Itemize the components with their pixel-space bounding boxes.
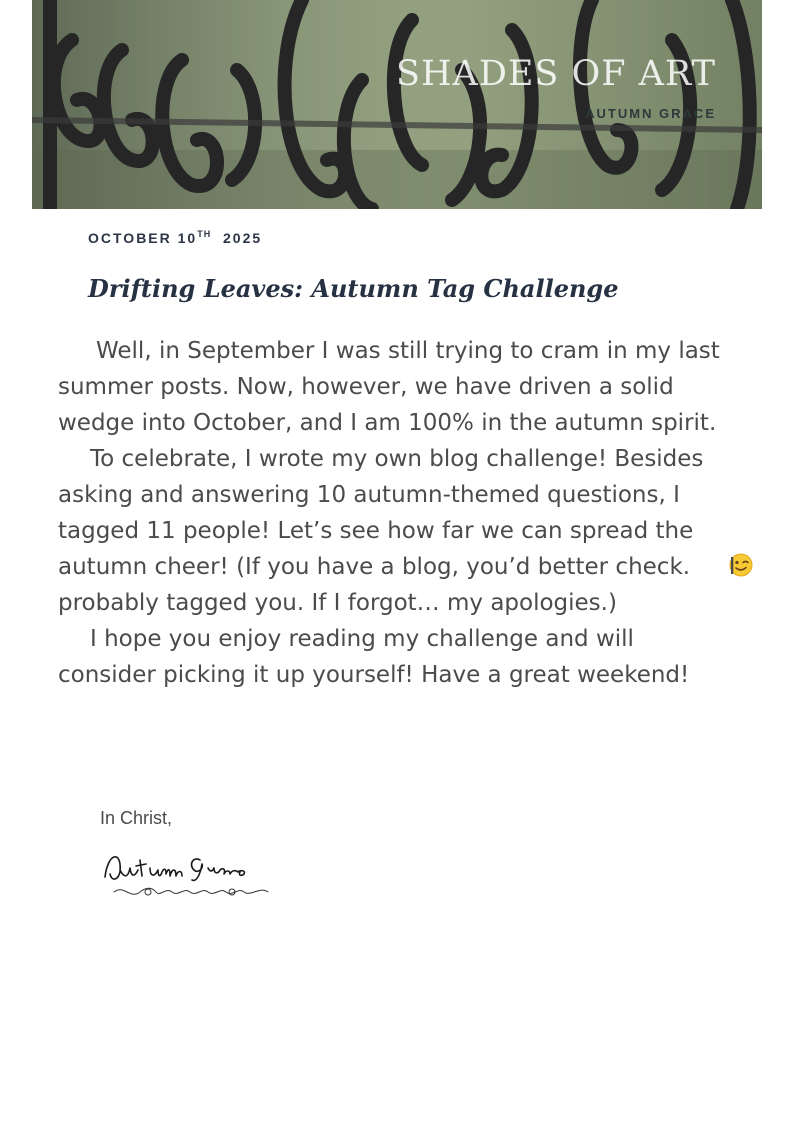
post-title: Drifting Leaves: Autumn Tag Challenge (88, 274, 619, 303)
post-date (88, 229, 262, 246)
paragraph-3: I hope you enjoy reading my challenge and will consider picking it up yourself! Have a great weekend! (58, 626, 690, 688)
paragraph-2-part-2: I probably tagged you. If I forgot… my apologies.) (58, 554, 736, 616)
post-body (58, 333, 738, 693)
winking-face-icon (697, 552, 721, 576)
blog-title: SHADES OF ART (396, 54, 716, 94)
post-date-suffix: TH (197, 229, 212, 239)
paragraph-2-part-1: To celebrate, I wrote my own blog challenge! Besides asking and answering 10 autumn-themed questions, I tagged 11 people! Let’s see how far we can spread the autumn cheer! (If you have a blog, you’d better check. (58, 446, 704, 580)
header-banner (32, 0, 762, 209)
closing-line: In Christ, (100, 808, 173, 828)
iron-gate-illustration (32, 0, 762, 209)
post-date-year: 2025 (223, 230, 263, 246)
handwritten-signature (100, 842, 275, 904)
paragraph-1: Well, in September I was still trying to cram in my last summer posts. Now, however, we have driven a solid wedge into October, and I am 100% in the autumn spirit. (58, 338, 720, 436)
post-date-month-day: OCTOBER 10 (88, 230, 198, 246)
paragraph-2 (58, 441, 738, 621)
blog-subtitle: AUTUMN GRACE (585, 106, 716, 121)
